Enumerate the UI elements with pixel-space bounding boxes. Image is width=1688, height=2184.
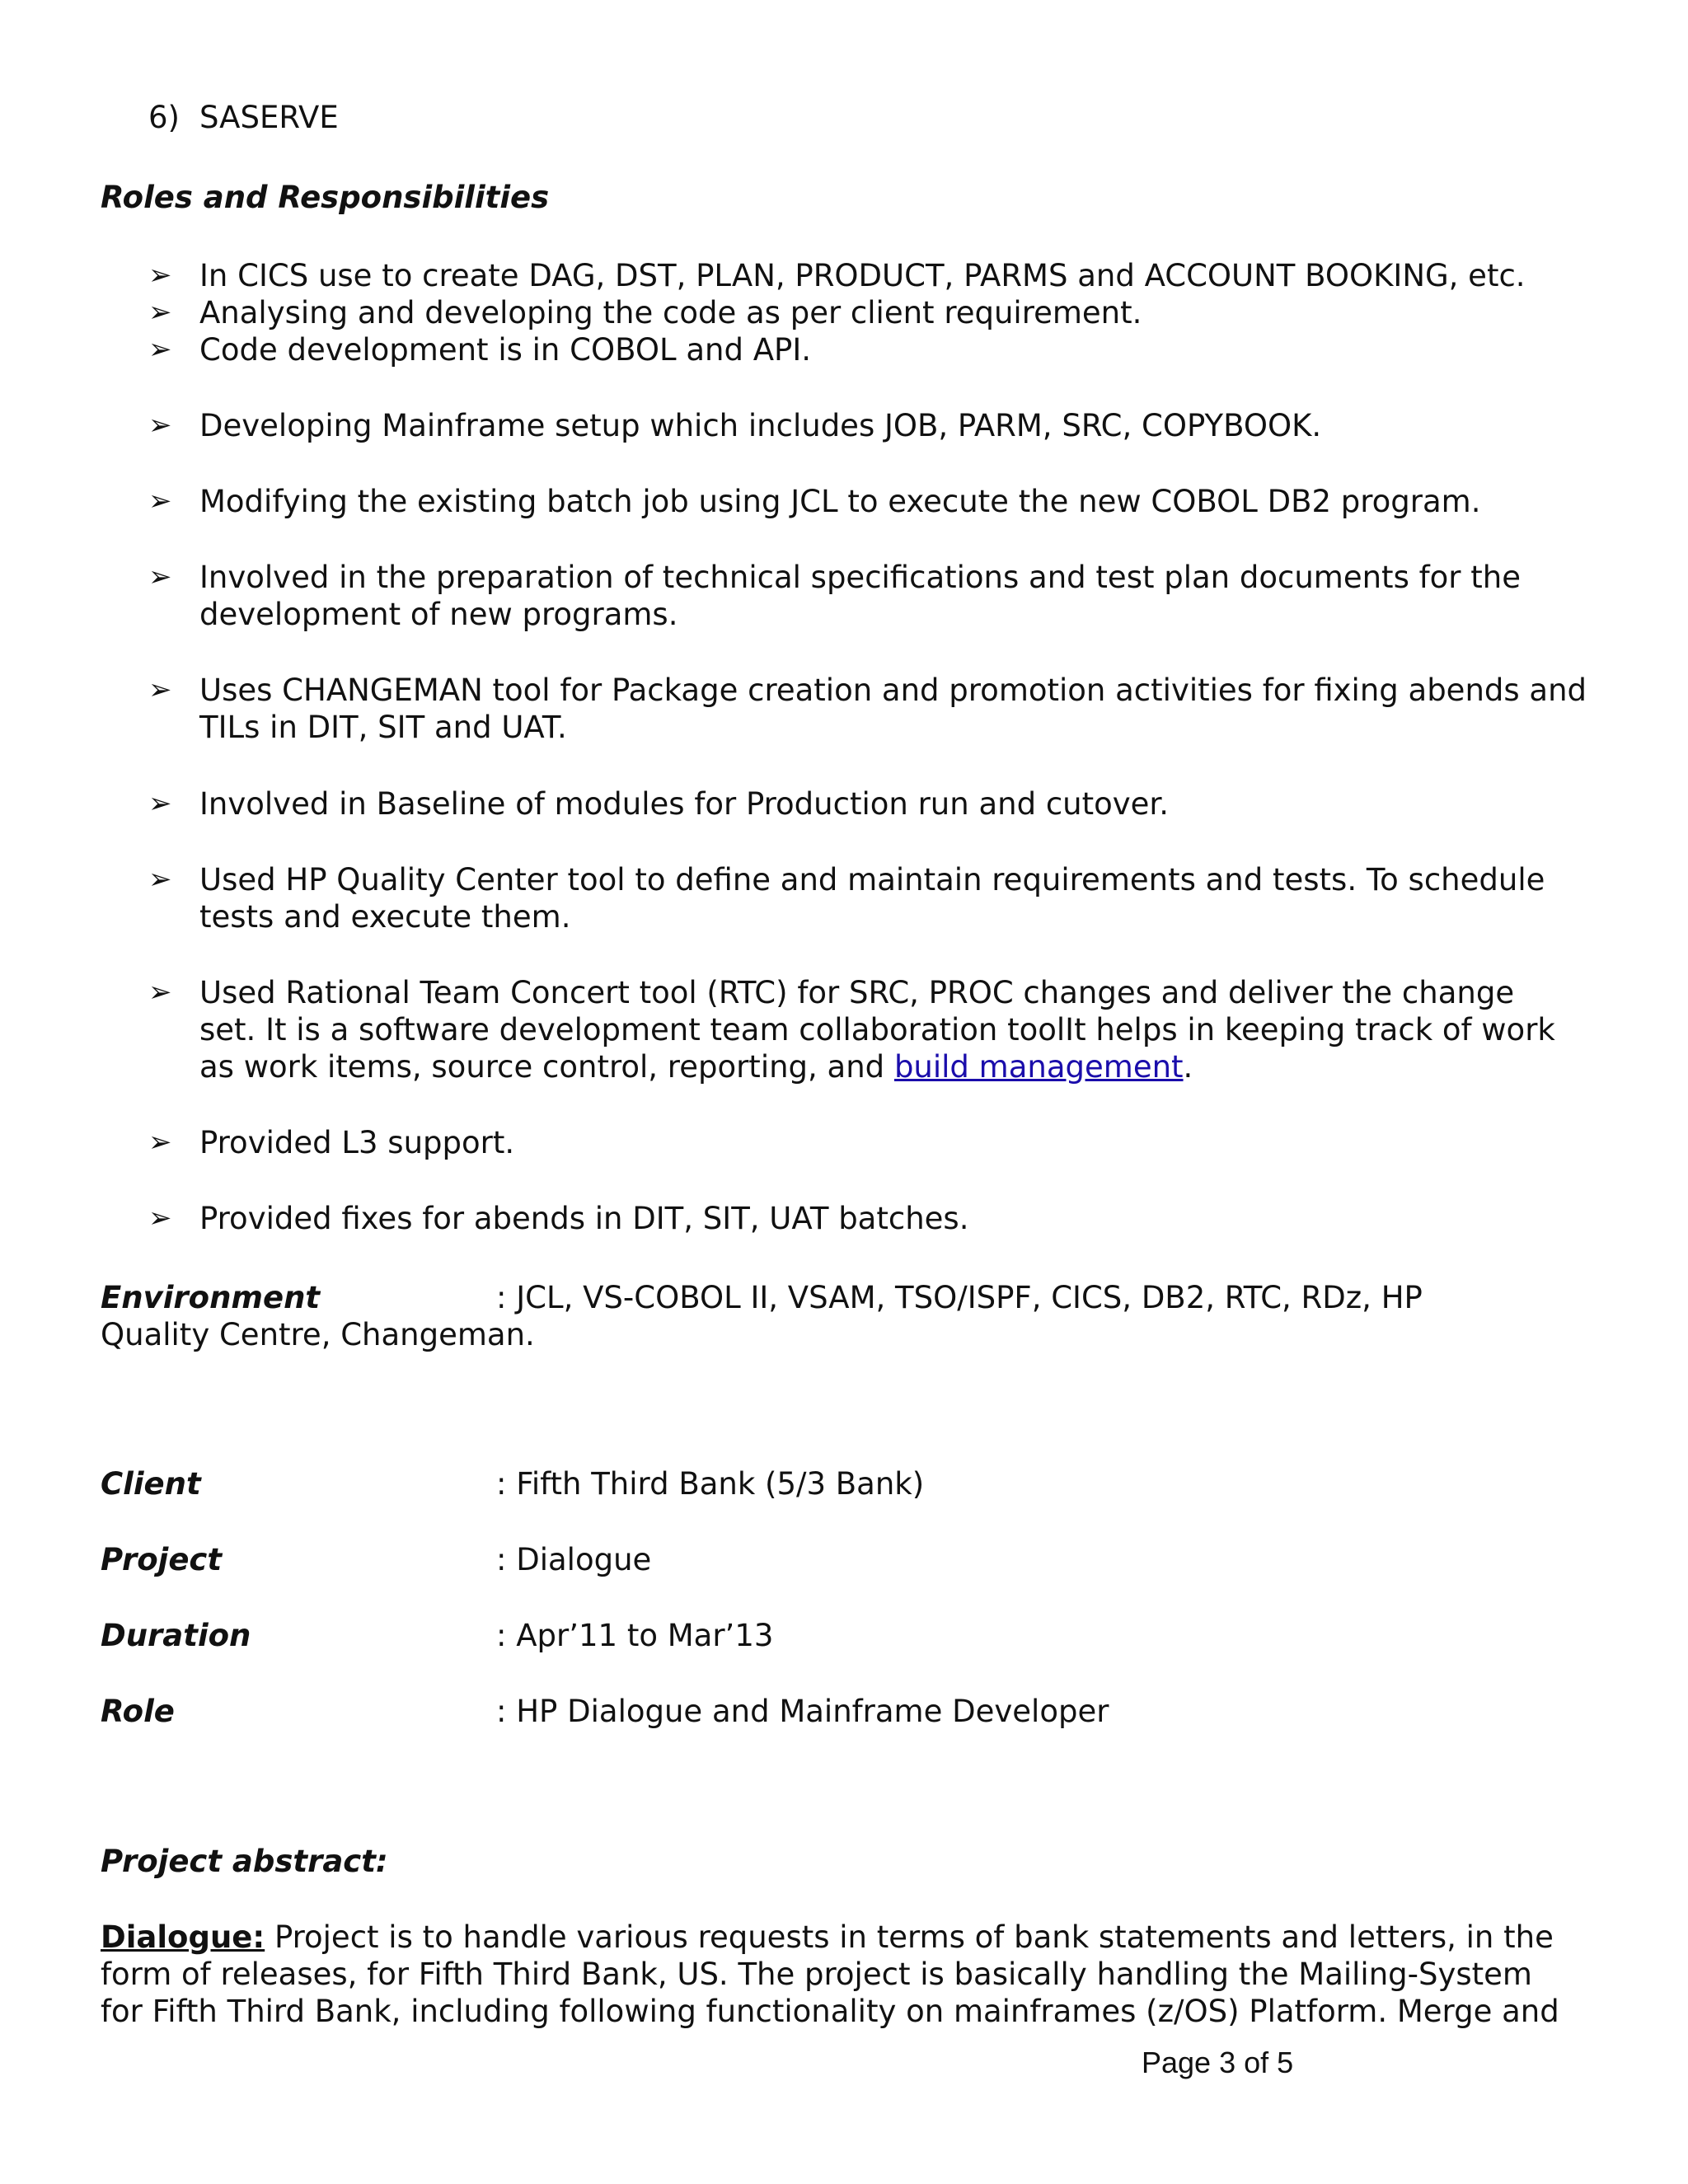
bullet-text: Analysing and developing the code as per client requirement.	[199, 295, 1142, 330]
bullet-text: In CICS use to create DAG, DST, PLAN, PRODUCT, PARMS and ACCOUNT BOOKING, etc.	[199, 258, 1526, 293]
build-management-link[interactable]: build management	[893, 1049, 1184, 1085]
environment-value: : JCL, VS-COBOL II, VSAM, TSO/ISPF, CICS, DB2, RTC, RDz, HP	[496, 1280, 1423, 1315]
duration-value: : Apr’11 to Mar’13	[496, 1618, 774, 1653]
bullet-text-suffix: .	[1183, 1049, 1193, 1085]
arrow-bullet-icon: ➢	[148, 976, 172, 1009]
arrow-bullet-icon: ➢	[148, 409, 172, 442]
bullet-text: Provided fixes for abends in DIT, SIT, UAT batches.	[199, 1201, 969, 1236]
bullet-text: Used Rational Team Concert tool (RTC) for SRC, PROC changes and deliver the change	[199, 975, 1515, 1010]
arrow-bullet-icon: ➢	[148, 863, 172, 896]
list-item-number: 6)	[148, 100, 180, 135]
arrow-bullet-icon: ➢	[148, 673, 172, 706]
bullet-text: Involved in the preparation of technical specifications and test plan documents for the	[199, 560, 1521, 595]
bullet-text: development of new programs.	[199, 597, 678, 632]
bullet-text: Provided L3 support.	[199, 1125, 515, 1160]
client-label: Client	[101, 1466, 201, 1502]
arrow-bullet-icon: ➢	[148, 787, 172, 820]
abstract-line	[101, 1919, 1584, 1956]
arrow-bullet-icon: ➢	[148, 259, 172, 292]
bullet-text-with-link	[199, 1048, 1555, 1085]
client-value: : Fifth Third Bank (5/3 Bank)	[496, 1466, 925, 1502]
abstract-term: Dialogue:	[101, 1919, 265, 1955]
bullet-text: TILs in DIT, SIT and UAT.	[199, 710, 567, 745]
abstract-line: for Fifth Third Bank, including following functionality on mainframes (z/OS) Platform. Merge and	[101, 1994, 1559, 2029]
project-abstract-paragraph	[101, 1919, 1584, 2030]
bullet-text: Involved in Baseline of modules for Production run and cutover.	[199, 786, 1169, 822]
bullet-text: Used HP Quality Center tool to define and maintain requirements and tests. To schedule	[199, 862, 1545, 898]
list-item-text: SASERVE	[199, 100, 339, 135]
abstract-line-text: Project is to handle various requests in terms of bank statements and letters, in the	[265, 1919, 1554, 1955]
roles-heading: Roles and Responsibilities	[101, 180, 550, 215]
bullet-text: Code development is in COBOL and API.	[199, 332, 811, 368]
project-abstract-heading: Project abstract:	[101, 1844, 388, 1879]
page-number: Page 3 of 5	[1142, 2046, 1294, 2079]
abstract-line: form of releases, for Fifth Third Bank, US. The project is basically handling the Mailing-System	[101, 1957, 1532, 1992]
arrow-bullet-icon: ➢	[148, 1202, 172, 1235]
bullet-text: set. It is a software development team collaboration toolIt helps in keeping track of work	[199, 1012, 1555, 1047]
arrow-bullet-icon: ➢	[148, 333, 172, 366]
environment-value-continued: Quality Centre, Changeman.	[101, 1317, 535, 1352]
environment-label: Environment	[101, 1280, 321, 1315]
project-label: Project	[101, 1542, 223, 1577]
bullet-text: tests and execute them.	[199, 899, 571, 935]
numbered-list-item	[148, 99, 339, 136]
bullet-text: Modifying the existing batch job using JCL to execute the new COBOL DB2 program.	[199, 484, 1481, 519]
arrow-bullet-icon: ➢	[148, 560, 172, 593]
arrow-bullet-icon: ➢	[148, 485, 172, 518]
bullet-text: Developing Mainframe setup which includes JOB, PARM, SRC, COPYBOOK.	[199, 408, 1322, 443]
arrow-bullet-icon: ➢	[148, 1126, 172, 1159]
bullet-text-prefix: as work items, source control, reporting, and	[199, 1049, 894, 1085]
bullet-text: Uses CHANGEMAN tool for Package creation and promotion activities for fixing abends and	[199, 673, 1587, 708]
role-value: : HP Dialogue and Mainframe Developer	[496, 1694, 1109, 1729]
project-value: : Dialogue	[496, 1542, 652, 1577]
arrow-bullet-icon: ➢	[148, 296, 172, 329]
role-label: Role	[101, 1694, 175, 1729]
duration-label: Duration	[101, 1618, 251, 1653]
